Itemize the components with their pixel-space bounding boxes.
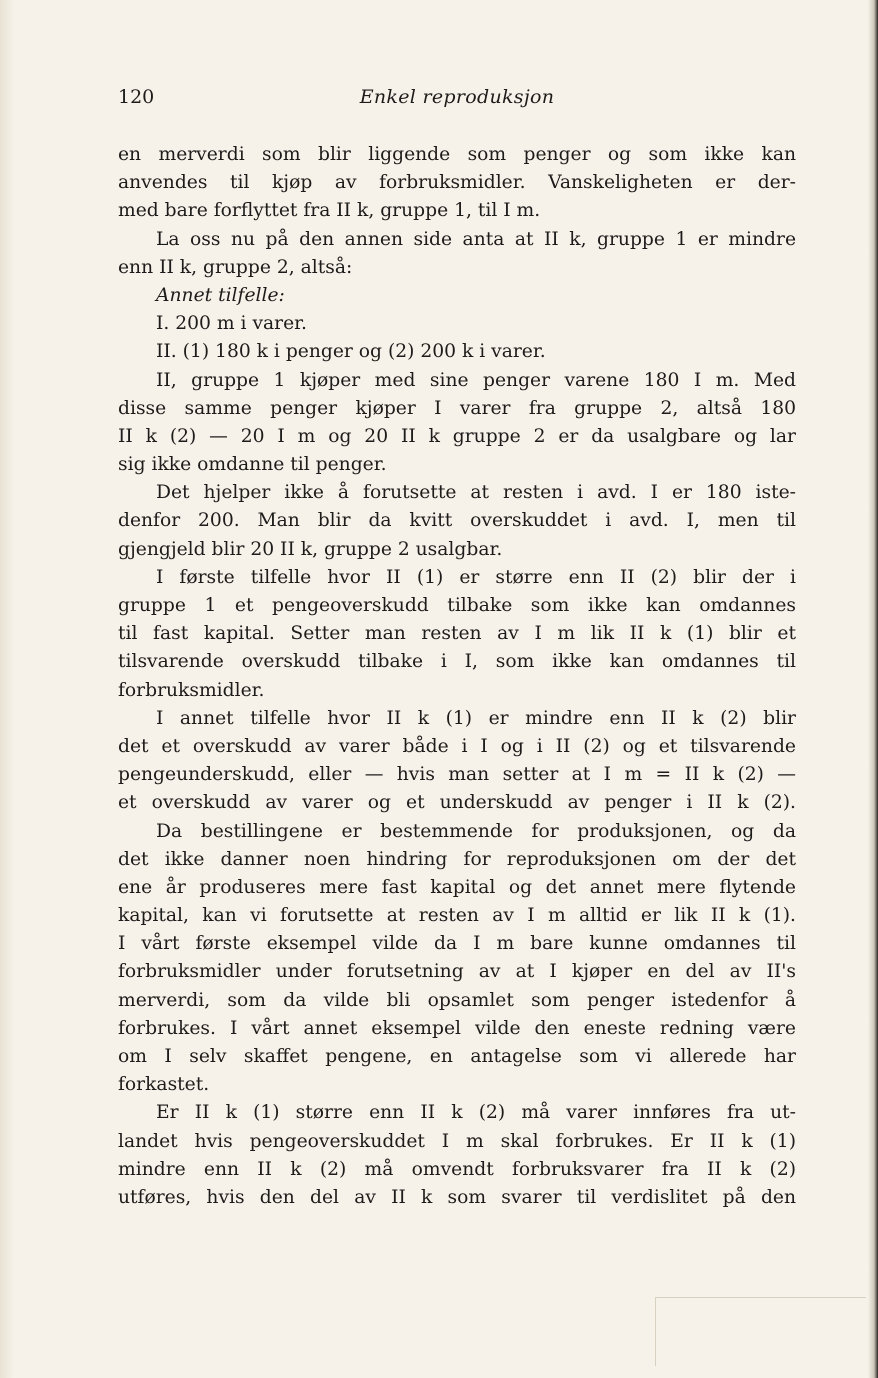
text-line: sig ikke omdanne til penger. [118,454,387,476]
text-line: ene år produseres mere fast kapital og det annet mere flytende [118,876,796,898]
text-line: et overskudd av varer og et underskudd av penger i II k (2). [118,792,796,814]
text-line: forbruksmidler. [118,679,265,701]
text-line: Det hjelper ikke å forutsette at resten i avd. I er 180 iste- [156,482,796,504]
text-line: forbruksmidler under forutsetning av at I kjøper en del av II's [118,961,796,983]
text-line: til fast kapital. Setter man resten av I m lik II k (1) blir et [118,623,796,645]
text-line: II. (1) 180 k i penger og (2) 200 k i varer. [156,341,546,363]
text-line: tilsvarende overskudd tilbake i I, som ikke kan omdannes til [118,651,796,673]
text-line: Annet tilfelle: [156,284,285,306]
text-line: I vårt første eksempel vilde da I m bare kunne omdannes til [118,933,796,955]
text-line: merverdi, som da vilde bli opsamlet som penger istedenfor å [118,989,796,1011]
text-line: I. 200 m i varer. [156,313,307,335]
text-line: det et overskudd av varer både i I og i II (2) og et tilsvarende [118,735,796,757]
text-line: landet hvis pengeoverskuddet I m skal forbrukes. Er II k (1) [118,1130,796,1152]
text-line: forbrukes. I vårt annet eksempel vilde den eneste redning være [118,1017,796,1039]
text-line: anvendes til kjøp av forbruksmidler. Vanskeligheten er der- [118,172,796,194]
scan-corner-mark [655,1297,866,1366]
page-number: 120 [118,86,155,108]
text-line: gruppe 1 et pengeoverskudd tilbake som ikke kan omdannes [118,595,796,616]
text-line: det ikke danner noen hindring for reproduksjonen om der det [118,848,796,870]
text-line: denfor 200. Man blir da kvitt overskuddet i avd. I, men til [118,510,796,532]
page-left-edge [0,0,14,1378]
text-line: en merverdi som blir liggende som penger og som ikke kan [118,144,796,165]
text-line: Er II k (1) større enn II k (2) må varer innføres fra ut- [156,1102,796,1124]
page-right-edge [868,0,878,1378]
body-text [118,141,796,1212]
text-line: gjengjeld blir 20 II k, gruppe 2 usalgbar. [118,538,503,560]
page-header [118,86,796,116]
text-line: Da bestillingene er bestemmende for produksjonen, og da [156,820,796,842]
text-line: I annet tilfelle hvor II k (1) er mindre enn II k (2) blir [156,707,796,729]
text-line: pengeunderskudd, eller — hvis man setter at I m = II k (2) — [118,764,796,786]
running-title: Enkel reproduksjon [359,86,555,108]
text-line: II k (2) — 20 I m og 20 II k gruppe 2 er da usalgbare og lar [118,425,796,447]
text-line: forkastet. [118,1074,210,1096]
text-line: II, gruppe 1 kjøper med sine penger varene 180 I m. Med [156,369,796,391]
text-line: utføres, hvis den del av II k som svarer til verdislitet på den [118,1186,796,1208]
text-line: med bare forflyttet fra II k, gruppe 1, til I m. [118,200,541,222]
text-line: La oss nu på den annen side anta at II k, gruppe 1 er mindre [156,228,796,250]
text-line: disse samme penger kjøper I varer fra gruppe 2, altså 180 [118,397,796,419]
text-line: mindre enn II k (2) må omvendt forbruksvarer fra II k (2) [118,1158,796,1180]
text-line: I første tilfelle hvor II (1) er større enn II (2) blir der i [156,566,796,588]
text-line: kapital, kan vi forutsette at resten av I m alltid er lik II k (1). [118,905,796,927]
text-line: om I selv skaffet pengene, en antagelse som vi allerede har [118,1046,796,1067]
text-line: enn II k, gruppe 2, altså: [118,256,353,278]
